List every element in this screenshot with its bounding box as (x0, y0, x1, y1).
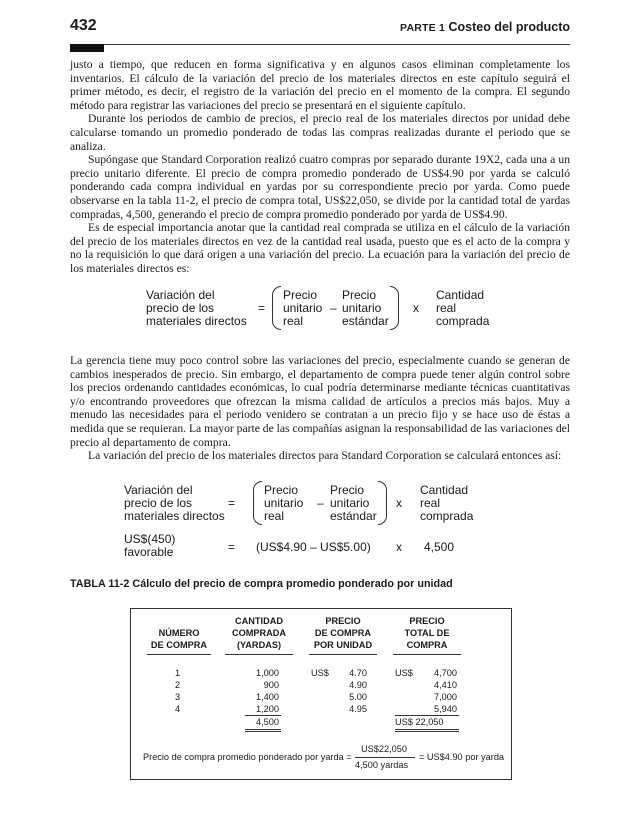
cell-unit-price: 4.70 (349, 668, 367, 678)
result-value: US$(450) (124, 532, 176, 546)
cell-total: 5,940 (434, 704, 457, 714)
minus-sign: – (317, 496, 324, 510)
total-amount: US$ 22,050 (395, 717, 444, 727)
term2-line: unitario (330, 496, 370, 510)
term2-line: Precio (330, 483, 365, 497)
equation-lhs-line: precio de los (124, 496, 193, 510)
result-quantity: 4,500 (424, 540, 455, 554)
term2-line: estándar (342, 314, 389, 328)
header-number (141, 627, 217, 651)
running-head (400, 20, 570, 34)
price-variance-equation (0, 288, 638, 338)
purchase-table (130, 608, 512, 780)
cell-total: 7,000 (434, 692, 457, 702)
cell-number: 2 (175, 680, 181, 690)
body-text-2 (70, 354, 570, 463)
equation-lhs-line: Variación del (146, 288, 215, 302)
paragraph: La variación del precio de los materiales directos para Standard Corporation se calculará entonces así: (88, 449, 562, 463)
table-grid (131, 609, 511, 779)
paragraph: Supóngase que Standard Corporation realizó cuatro compras por separado durante 19X2, cada una a un precio unitario diferente. El precio de compra promedio ponderado de US$4.90 por yarda se calculó ponderando cada compra individual en yardas por su correspondiente precio por yarda. Como puede observarse en la tabla 11-2, el precio de compra total, US$22,050, se divide por la cantidad total de yardas compradas, 4,500, generando el precio de compra promedio ponderado por yarda de US$4.90. (70, 153, 570, 221)
header-line: DE COMPRA (150, 640, 208, 650)
term1-line: real (283, 314, 304, 328)
times-sign: x (396, 540, 402, 554)
part-label: PARTE 1 (400, 22, 445, 34)
qty-line: Cantidad (420, 483, 469, 497)
header-line: DE COMPRA (314, 628, 372, 638)
paragraph: La gerencia tiene muy poco control sobre las variaciones del precio, especialmente cuando se generan de cambios inesperados de precio. Sin embargo, el departamento de compra puede tener algún control sobre los precios ordenando cantidades económicas, lo cual podría determinarse mediante técnicas cuantitativas y/o encontrando proveedores que ofrezcan la misma calidad de artículos a precios más bajos. Muy a menudo las necesidades para el periodo venidero se contratan a un precio fijo y se hace uso de éstas a medida que se requieran. La mayor parte de las compañías asignan la responsabilidad de las variaciones del precio al departamento de compra. (70, 354, 570, 449)
result-label: favorable (124, 545, 174, 559)
cell-total-prefix: US$ (395, 668, 413, 678)
double-rule (245, 729, 281, 732)
term1-line: unitario (283, 301, 323, 315)
cell-number: 1 (175, 668, 181, 678)
cell-quantity: 1,400 (256, 692, 279, 702)
equals-sign: = (228, 540, 236, 554)
cell-unit-price: 4.90 (349, 680, 367, 690)
part-title: Costeo del producto (448, 20, 570, 34)
cell-quantity: 900 (263, 680, 279, 690)
header-line: PRECIO (325, 616, 361, 626)
result-expression: (US$4.90 – US$5.00) (256, 540, 371, 554)
header-rule (393, 654, 461, 655)
header-line: COMPRADA (231, 628, 287, 638)
cell-unit-price: 5.00 (349, 692, 367, 702)
paragraph: Durante los periodos de cambio de precios, el precio real de los materiales directos por unidad debe calcularse tomando un promedio ponderado de todas las compras realizadas durante el periodo que se analiza. (70, 112, 570, 153)
minus-sign: – (330, 301, 337, 315)
page-number: 432 (70, 17, 97, 34)
qty-line: real (420, 496, 441, 510)
qty-line: comprada (420, 509, 474, 523)
header-rule (309, 654, 377, 655)
fraction-numerator: US$22,050 (361, 744, 407, 754)
body-text-1 (70, 58, 570, 276)
times-sign: x (413, 301, 419, 315)
total-quantity: 4,500 (256, 717, 279, 727)
header-rule (225, 654, 293, 655)
cell-total: 4,700 (434, 668, 457, 678)
term1-line: real (264, 509, 285, 523)
times-sign: x (396, 496, 402, 510)
equation-lhs-line: precio de los (146, 301, 215, 315)
cell-price-prefix: US$ (311, 668, 329, 678)
table-caption: TABLA 11-2 Cálculo del precio de compra promedio ponderado por unidad (70, 578, 453, 590)
qty-line: comprada (436, 314, 490, 328)
header-rule (147, 654, 211, 655)
cell-number: 4 (175, 704, 181, 714)
term1-line: unitario (264, 496, 304, 510)
cell-quantity: 1,000 (256, 668, 279, 678)
header-line: PRECIO (409, 616, 445, 626)
header-line: COMPRA (406, 640, 448, 650)
header-line: TOTAL DE (404, 628, 450, 638)
term1-line: Precio (283, 288, 318, 302)
header-line: (YARDAS) (236, 640, 282, 650)
header-line: CANTIDAD (235, 616, 283, 626)
cell-total: 4,410 (434, 680, 457, 690)
cell-quantity: 1,200 (256, 704, 279, 714)
equals-sign: = (258, 301, 266, 315)
equals-sign: = (228, 496, 236, 510)
paragraph: justo a tiempo, que reducen en forma significativa y en algunos casos eliminan completamente los inventarios. El cálculo de la variación del precio de los materiales directos en este capítulo seguirá el primer método, es decir, el registro de la variación del precio en el momento de la compra. El segundo método para registrar las variaciones del precio se presentará en el siguiente capítulo. (70, 58, 570, 112)
term2-line: estándar (330, 509, 377, 523)
price-variance-calculation (0, 483, 638, 563)
double-rule (395, 729, 459, 732)
left-parenthesis (253, 481, 262, 525)
header-quantity (217, 615, 301, 651)
left-parenthesis (272, 286, 281, 330)
header-line: NÚMERO (158, 628, 200, 638)
paragraph: Es de especial importancia anotar que la cantidad real comprada se utiliza en el cálculo de la variación del precio de los materiales directos en vez de la cantidad real usada, puesto que es el acto de la compra y no la requisición lo que dará origen a una variación del precio. La ecuación para la variación del precio de los materiales directos es: (70, 221, 570, 275)
header-line: POR UNIDAD (313, 640, 373, 650)
qty-line: Cantidad (436, 288, 485, 302)
cell-number: 3 (175, 692, 181, 702)
fraction-denominator: 4,500 yardas (355, 760, 409, 770)
equation-lhs-line: materiales directos (146, 314, 247, 328)
term1-line: Precio (264, 483, 299, 497)
header-rule (70, 44, 570, 45)
header-unit-price (301, 615, 385, 651)
right-parenthesis (390, 286, 399, 330)
weighted-label: Precio de compra promedio ponderado por yarda = (143, 752, 352, 762)
page-header (70, 17, 570, 41)
right-parenthesis (378, 481, 387, 525)
equation-lhs-line: materiales directos (124, 509, 225, 523)
weighted-result: = US$4.90 por yarda (419, 752, 505, 762)
header-bar (70, 44, 104, 52)
qty-line: real (436, 301, 457, 315)
term2-line: Precio (342, 288, 377, 302)
equation-lhs-line: Variación del (124, 483, 193, 497)
header-total-price (385, 615, 469, 651)
term2-line: unitario (342, 301, 382, 315)
fraction-bar (355, 757, 415, 758)
cell-unit-price: 4.95 (349, 704, 367, 714)
